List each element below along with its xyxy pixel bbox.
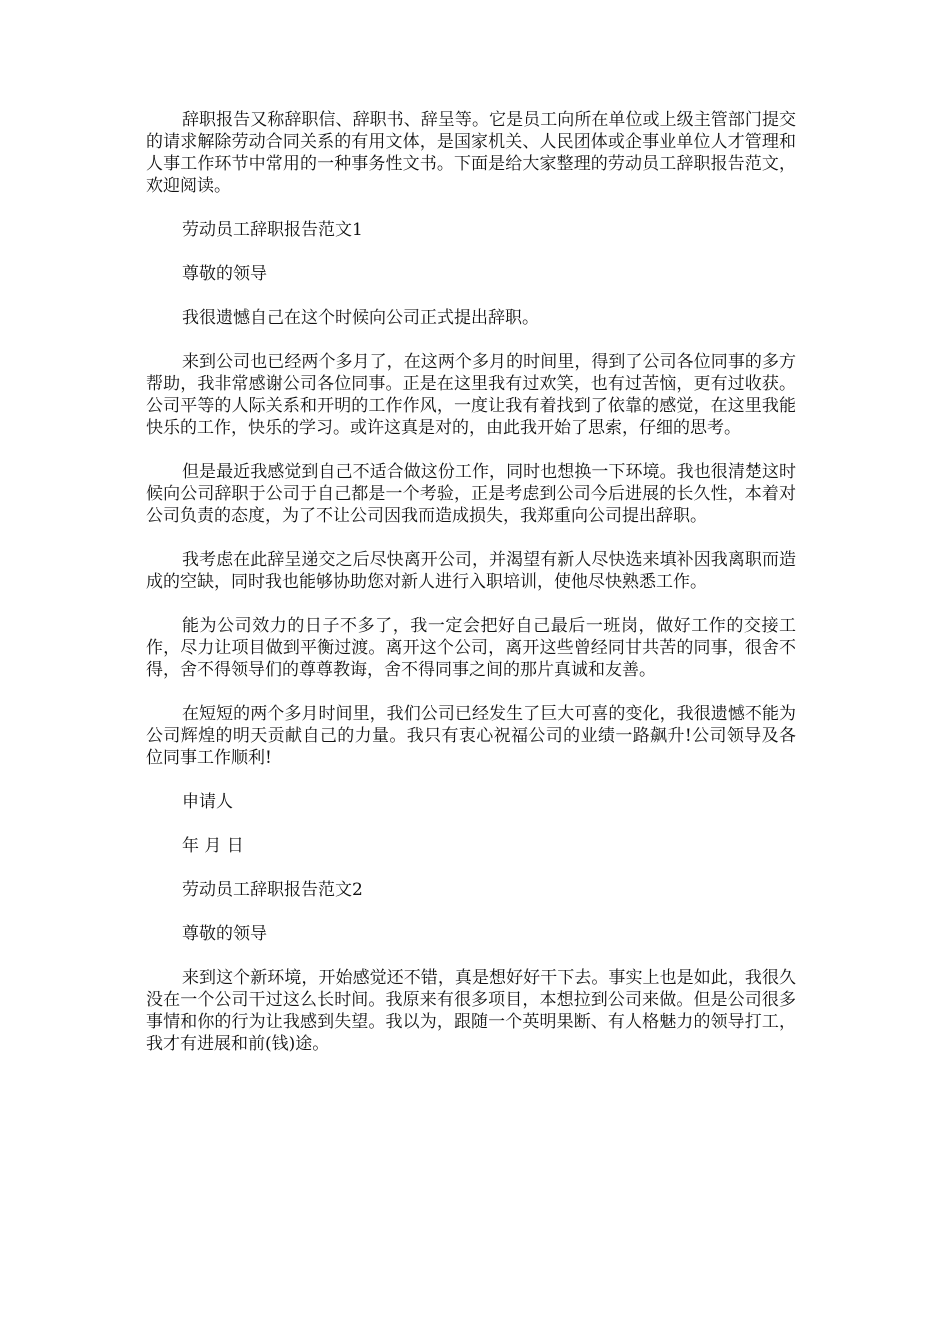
body-paragraph: 我考虑在此辞呈递交之后尽快离开公司，并渴望有新人尽快选来填补因我离职而造成的空缺，同时我也能够协助您对新人进行入职培训，使他尽快熟悉工作。 [146,550,796,592]
body-paragraph: 我很遗憾自己在这个时候向公司正式提出辞职。 [182,308,539,328]
section-heading-1: 劳动员工辞职报告范文1 [182,220,363,240]
salutation-1: 尊敬的领导 [182,264,267,284]
body-paragraph: 能为公司效力的日子不多了，我一定会把好自己最后一班岗，做好工作的交接工作，尽力让项目做到平衡过渡。离开这个公司，离开这些曾经同甘共苦的同事，很舍不得，舍不得领导们的尊尊教诲，舍不得同事之间的那片真诚和友善。 [146,616,796,680]
signature-date: 年 月 日 [182,836,244,856]
salutation-2: 尊敬的领导 [182,924,267,944]
intro-paragraph: 辞职报告又称辞职信、辞职书、辞呈等。它是员工向所在单位或上级主管部门提交的请求解除劳动合同关系的有用文体，是国家机关、人民团体或企事业单位人才管理和人事工作环节中常用的一种事务性文书。下面是给大家整理的劳动员工辞职报告范文，欢迎阅读。 [146,110,796,196]
body-paragraph: 在短短的两个多月时间里，我们公司已经发生了巨大可喜的变化，我很遗憾不能为公司辉煌的明天贡献自己的力量。我只有衷心祝福公司的业绩一路飙升!公司领导及各位同事工作顺利! [146,704,796,768]
body-paragraph: 来到这个新环境，开始感觉还不错，真是想好好干下去。事实上也是如此，我很久没在一个公司干过这么长时间。我原来有很多项目，本想拉到公司来做。但是公司很多事情和你的行为让我感到失望。我以为，跟随一个英明果断、有人格魅力的领导打工，我才有进展和前(钱)途。 [146,968,796,1054]
section-heading-2: 劳动员工辞职报告范文2 [182,880,363,900]
body-paragraph: 但是最近我感觉到自己不适合做这份工作，同时也想换一下环境。我也很清楚这时候向公司辞职于公司于自己都是一个考验，正是考虑到公司今后进展的长久性，本着对公司负责的态度，为了不让公司因我而造成损失，我郑重向公司提出辞职。 [146,462,796,526]
document-page [146,109,796,1055]
signature-applicant: 申请人 [182,792,233,812]
body-paragraph: 来到公司也已经两个多月了，在这两个多月的时间里，得到了公司各位同事的多方帮助，我非常感谢公司各位同事。正是在这里我有过欢笑，也有过苦恼，更有过收获。公司平等的人际关系和开明的工作作风，一度让我有着找到了依靠的感觉，在这里我能快乐的工作，快乐的学习。或许这真是对的，由此我开始了思索，仔细的思考。 [146,352,796,438]
